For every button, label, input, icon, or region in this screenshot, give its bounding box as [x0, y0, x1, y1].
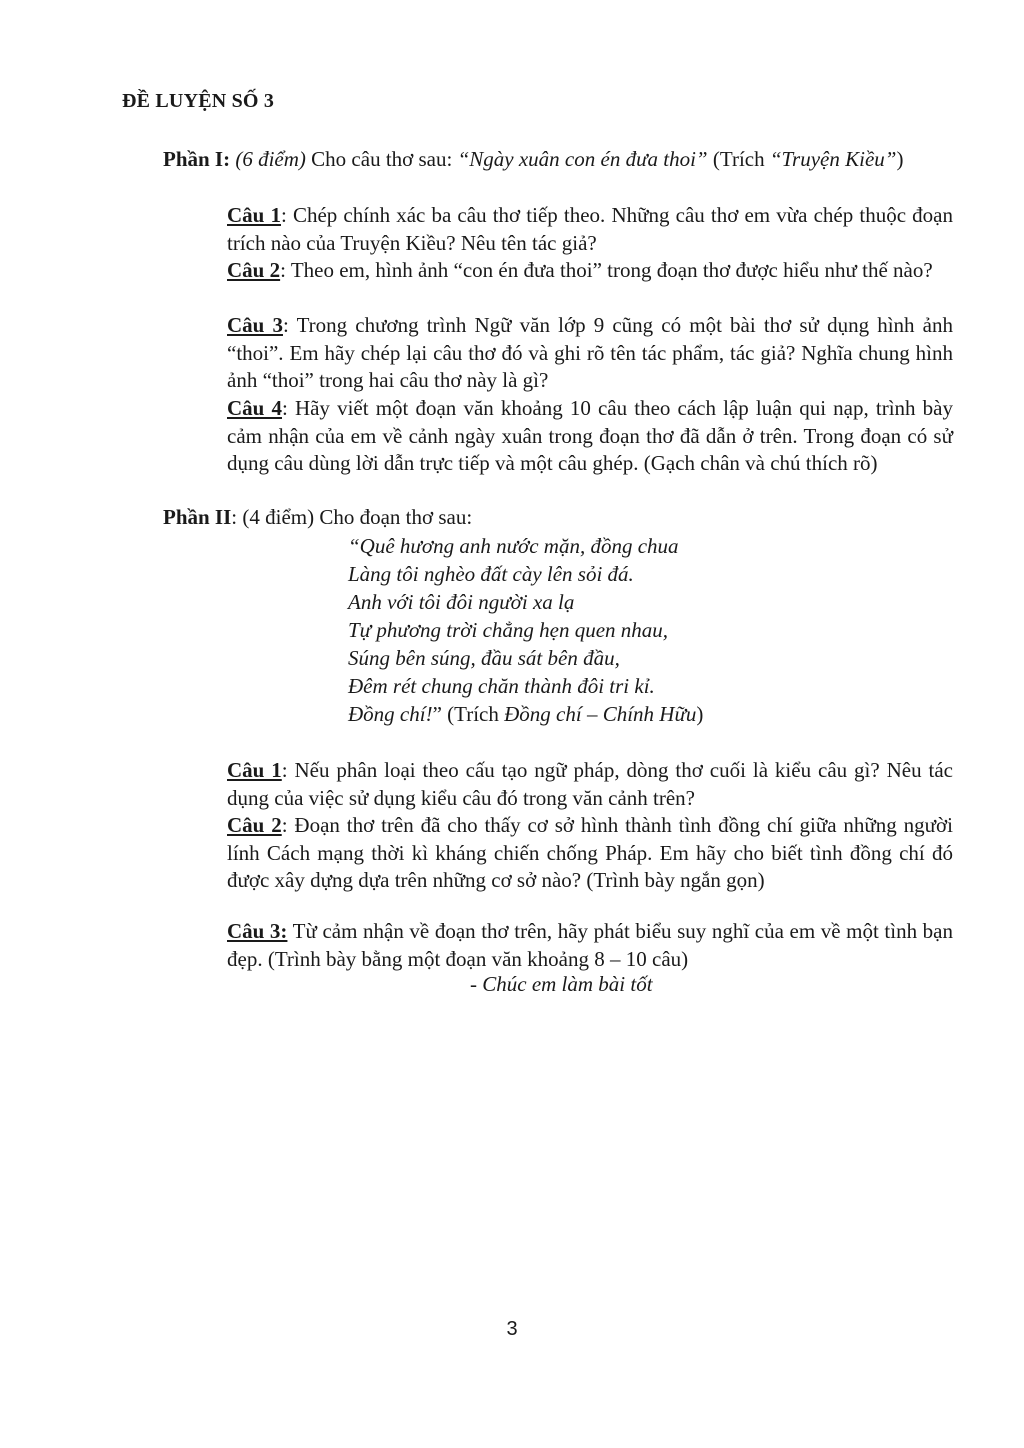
question-text: : Chép chính xác ba câu thơ tiếp theo. Những câu thơ em vừa chép thuộc đoạn trích nào của Truyện Kiều? Nêu tên tác giả? [227, 203, 953, 255]
poem-line: “Quê hương anh nước mặn, đồng chua [348, 534, 679, 558]
part1-intro: Cho câu thơ sau: [311, 147, 453, 171]
poem-line: Tự phương trời chẳng hẹn quen nhau, [348, 618, 669, 642]
question-text: : Trong chương trình Ngữ văn lớp 9 cũng có một bài thơ sử dụng hình ảnh “thoi”. Em hãy chép lại câu thơ đó và ghi rõ tên tác phẩm, tác giả? Nghĩa chung hình ảnh “thoi” trong hai câu thơ này là gì? [227, 313, 953, 392]
question-label: Câu 1 [227, 203, 281, 227]
part1-question-3 [227, 312, 953, 395]
poem-source-close: ) [696, 702, 704, 726]
part2-question-3 [227, 918, 953, 973]
page-number: 3 [506, 1318, 518, 1340]
question-text: : Hãy viết một đoạn văn khoảng 10 câu theo cách lập luận qui nạp, trình bày cảm nhận của em về cảnh ngày xuân trong đoạn thơ đã dẫn ở trên. Trong đoạn có sử dụng câu dùng lời dẫn trực tiếp và một câu ghép. (Gạch chân và chú thích rõ) [227, 396, 953, 475]
part1-source-title: “Truyện Kiều” [769, 147, 897, 171]
poem-line: Đêm rét chung chăn thành đôi tri kỉ. [348, 674, 655, 698]
question-label: Câu 2 [227, 258, 281, 282]
exam-title: ĐỀ LUYỆN SỐ 3 [122, 90, 275, 112]
question-text: Từ cảm nhận về đoạn thơ trên, hãy phát biểu suy nghĩ của em về một tình bạn đẹp. (Trình bày bằng một đoạn văn khoảng 8 – 10 câu) [227, 919, 953, 971]
part1-quote: “Ngày xuân con én đưa thoi” [457, 147, 708, 171]
part1-source-suffix: ) [896, 147, 904, 171]
part2-heading [163, 504, 953, 531]
poem-last-line [348, 700, 703, 728]
question-text: : Đoạn thơ trên đã cho thấy cơ sở hình thành tình đồng chí giữa những người lính Cách mạng thời kì kháng chiến chống Pháp. Em hãy cho biết tình đồng chí đó được xây dựng dựa trên những cơ sở nào? (Trình bày ngắn gọn) [227, 813, 953, 892]
question-label: Câu 1 [227, 758, 282, 782]
closing-wish: - Chúc em làm bài tốt [470, 972, 653, 996]
poem-line: Làng tôi nghèo đất cày lên sỏi đá. [348, 562, 634, 586]
question-label: Câu 4 [227, 396, 282, 420]
part1-label: Phần I: [163, 147, 231, 171]
poem-excerpt [348, 532, 703, 728]
question-label: Câu 2 [227, 813, 282, 837]
poem-last-line-text: Đồng chí! [348, 702, 433, 726]
part1-question-1 [227, 202, 953, 257]
question-text: : Theo em, hình ảnh “con én đưa thoi” trong đoạn thơ được hiểu như thế nào? [280, 258, 933, 282]
question-label: Câu 3 [227, 313, 283, 337]
question-label: Câu 3: [227, 919, 288, 943]
part2-rest: : (4 điểm) Cho đoạn thơ sau: [231, 505, 473, 529]
poem-source-open: ” (Trích [432, 702, 499, 726]
part1-points: (6 điểm) [235, 147, 306, 171]
part1-question-4 [227, 395, 953, 478]
part2-question-1 [227, 757, 953, 812]
question-text: : Nếu phân loại theo cấu tạo ngữ pháp, dòng thơ cuối là kiểu câu gì? Nêu tác dụng của việc sử dụng kiểu câu đó trong văn cảnh trên? [227, 758, 953, 810]
poem-source: Đồng chí – Chính Hữu [504, 702, 697, 726]
poem-line: Súng bên súng, đầu sát bên đầu, [348, 646, 620, 670]
part1-heading [163, 146, 953, 173]
part2-label: Phần II [163, 505, 232, 529]
part1-question-2 [227, 257, 953, 285]
part1-source-prefix: (Trích [712, 147, 765, 171]
poem-line: Anh với tôi đôi người xa lạ [348, 590, 575, 614]
part2-question-2 [227, 812, 953, 895]
